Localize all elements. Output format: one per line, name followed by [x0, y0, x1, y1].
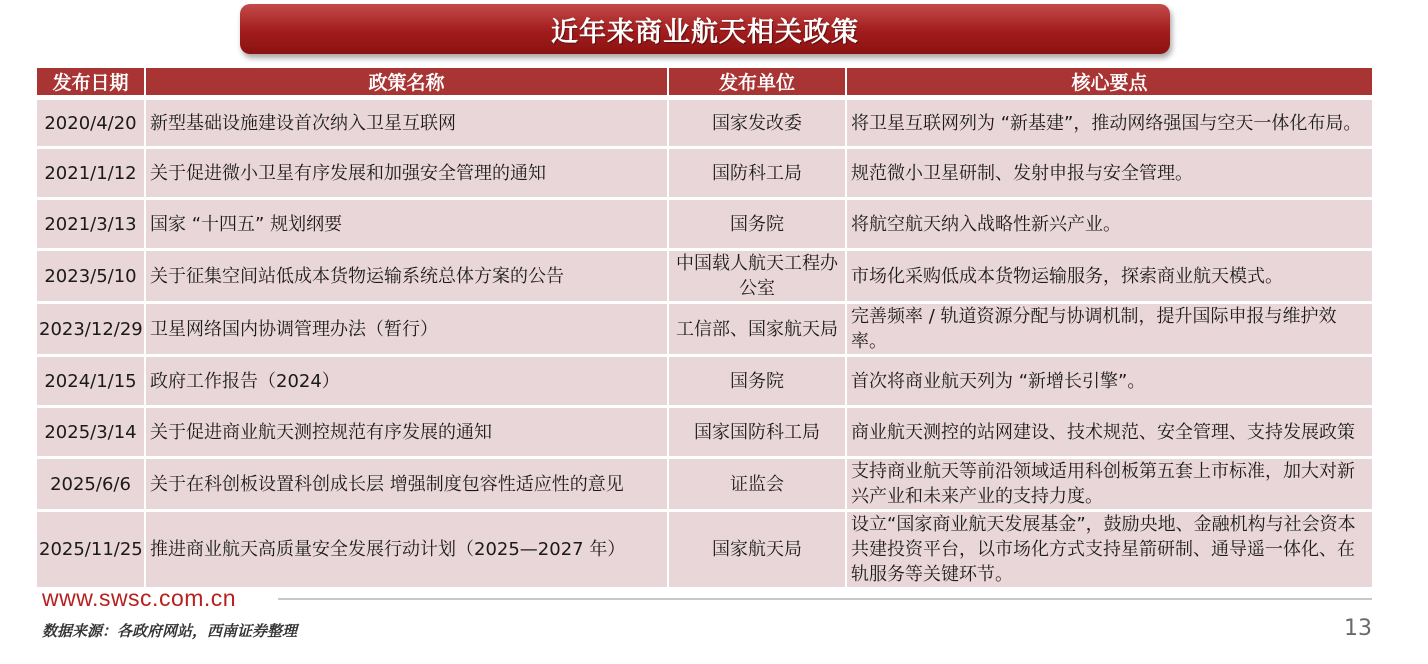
cell-date: 2025/3/14 — [37, 408, 146, 459]
cell-policy-name: 国家 “十四五” 规划纲要 — [146, 200, 669, 251]
page-number: 13 — [1344, 616, 1372, 641]
cell-key-points: 规范微小卫星研制、发射申报与安全管理。 — [847, 149, 1372, 200]
cell-key-points: 支持商业航天等前沿领域适用科创板第五套上市标准，加大对新兴产业和未来产业的支持力度。 — [847, 459, 1372, 512]
cell-policy-name: 政府工作报告（2024） — [146, 357, 669, 408]
table-row — [37, 459, 1372, 512]
cell-key-points: 设立“国家商业航天发展基金”，鼓励央地、金融机构与社会资本共建投资平台，以市场化方式支持星箭研制、通导遥一体化、在轨服务等关键环节。 — [847, 512, 1372, 590]
table-row — [37, 149, 1372, 200]
cell-date: 2023/5/10 — [37, 251, 146, 304]
cell-policy-name: 关于促进商业航天测控规范有序发展的通知 — [146, 408, 669, 459]
table-row — [37, 100, 1372, 149]
header-policy-name: 政策名称 — [146, 68, 669, 100]
policy-table — [37, 68, 1372, 590]
cell-policy-name: 关于征集空间站低成本货物运输系统总体方案的公告 — [146, 251, 669, 304]
cell-policy-name: 推进商业航天高质量安全发展行动计划（2025—2027 年） — [146, 512, 669, 590]
table-row — [37, 200, 1372, 251]
cell-key-points: 将航空航天纳入战略性新兴产业。 — [847, 200, 1372, 251]
cell-key-points: 首次将商业航天列为 “新增长引擎”。 — [847, 357, 1372, 408]
cell-issuer: 国务院 — [669, 357, 847, 408]
cell-policy-name: 卫星网络国内协调管理办法（暂行） — [146, 304, 669, 357]
cell-date: 2021/3/13 — [37, 200, 146, 251]
page-title: 近年来商业航天相关政策 — [551, 16, 859, 48]
table-row — [37, 512, 1372, 590]
cell-date: 2021/1/12 — [37, 149, 146, 200]
cell-issuer: 国家发改委 — [669, 100, 847, 149]
website-link[interactable]: www.swsc.com.cn — [42, 585, 237, 611]
cell-issuer: 国家航天局 — [669, 512, 847, 590]
title-banner — [240, 4, 1170, 54]
cell-date: 2020/4/20 — [37, 100, 146, 149]
cell-date: 2025/11/25 — [37, 512, 146, 590]
cell-issuer: 证监会 — [669, 459, 847, 512]
cell-policy-name: 关于促进微小卫星有序发展和加强安全管理的通知 — [146, 149, 669, 200]
cell-key-points: 完善频率 / 轨道资源分配与协调机制，提升国际申报与维护效率。 — [847, 304, 1372, 357]
cell-issuer: 中国载人航天工程办公室 — [669, 251, 847, 304]
cell-key-points: 将卫星互联网列为 “新基建”，推动网络强国与空天一体化布局。 — [847, 100, 1372, 149]
source-note: 数据来源：各政府网站，西南证券整理 — [42, 622, 298, 640]
cell-date: 2023/12/29 — [37, 304, 146, 357]
table-row — [37, 357, 1372, 408]
footer-divider — [278, 598, 1372, 600]
cell-policy-name: 关于在科创板设置科创成长层 增强制度包容性适应性的意见 — [146, 459, 669, 512]
cell-issuer: 国家国防科工局 — [669, 408, 847, 459]
header-key-points: 核心要点 — [847, 68, 1372, 100]
cell-issuer: 国务院 — [669, 200, 847, 251]
header-issuer: 发布单位 — [669, 68, 847, 100]
table-header-row — [37, 68, 1372, 100]
cell-policy-name: 新型基础设施建设首次纳入卫星互联网 — [146, 100, 669, 149]
table-row — [37, 251, 1372, 304]
cell-issuer: 国防科工局 — [669, 149, 847, 200]
cell-key-points: 商业航天测控的站网建设、技术规范、安全管理、支持发展政策 — [847, 408, 1372, 459]
cell-issuer: 工信部、国家航天局 — [669, 304, 847, 357]
cell-date: 2024/1/15 — [37, 357, 146, 408]
table-row — [37, 408, 1372, 459]
header-date: 发布日期 — [37, 68, 146, 100]
table-row — [37, 304, 1372, 357]
cell-date: 2025/6/6 — [37, 459, 146, 512]
cell-key-points: 市场化采购低成本货物运输服务，探索商业航天模式。 — [847, 251, 1372, 304]
